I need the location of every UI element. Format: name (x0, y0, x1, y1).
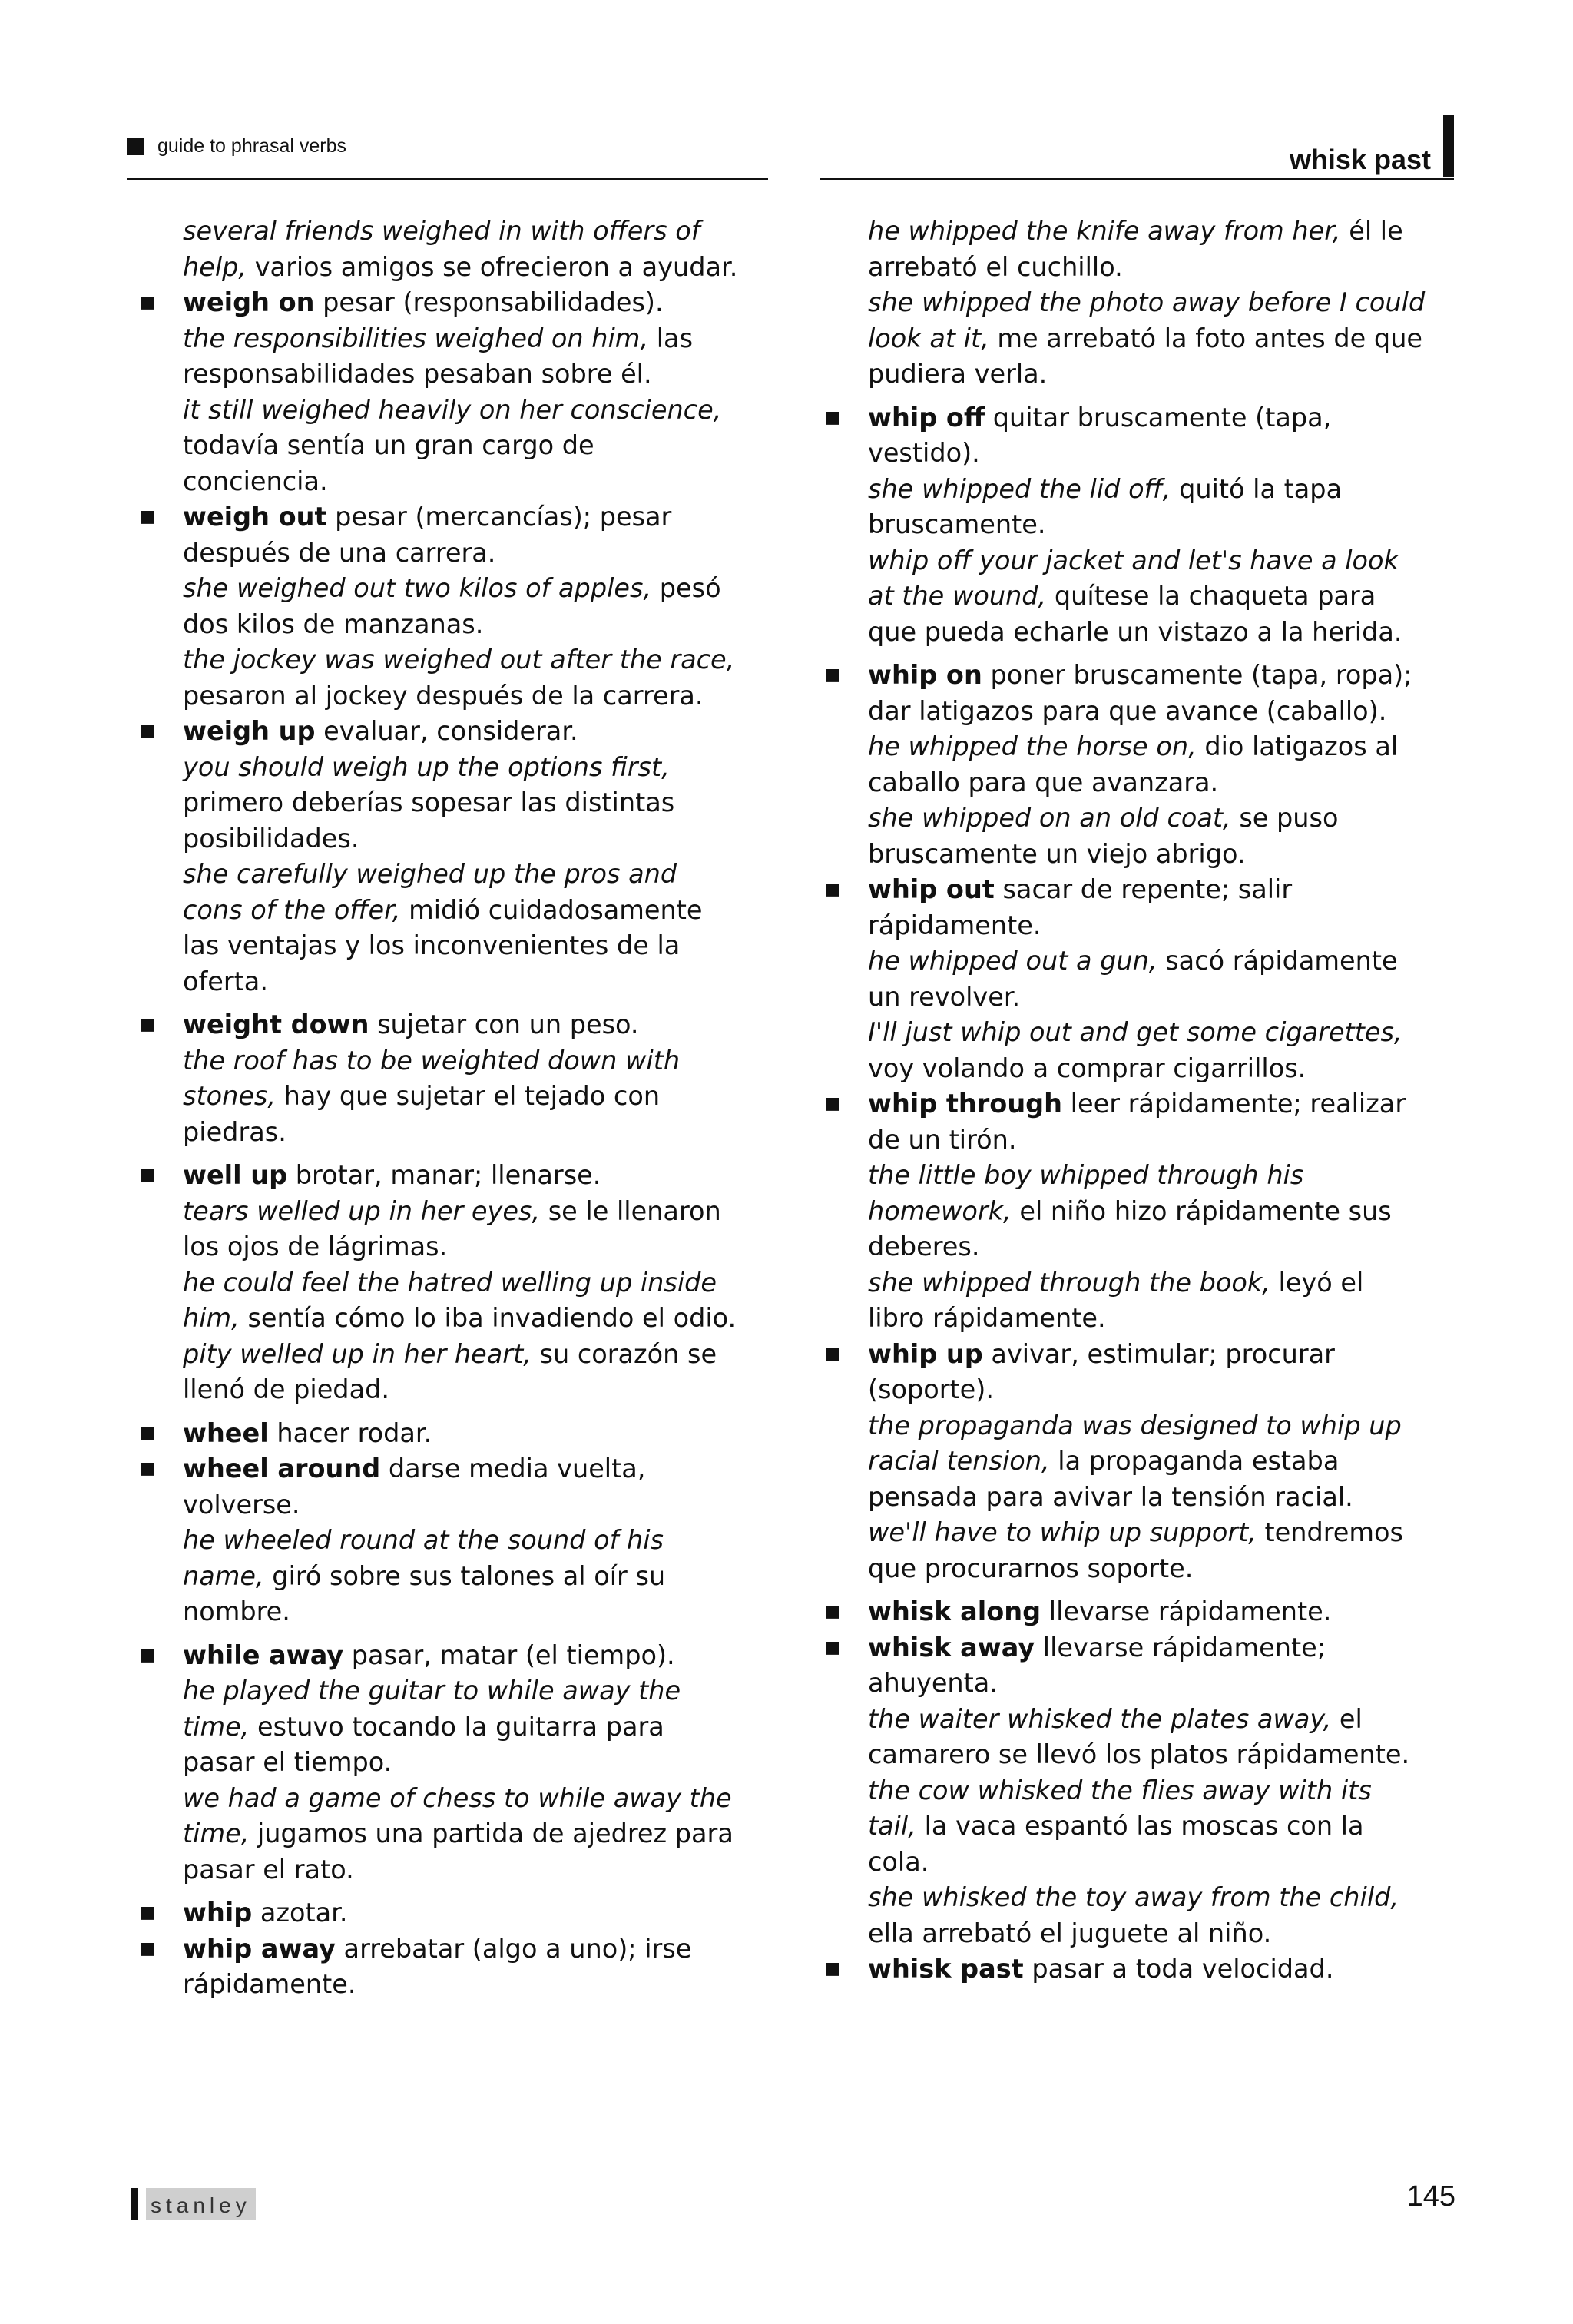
dictionary-entry (127, 1007, 742, 1150)
definition: evaluar, considerar. (315, 716, 578, 746)
header-section-title: guide to phrasal verbs (157, 135, 346, 157)
bullet-icon: ■ (140, 1938, 156, 1958)
example-sentence: whip off your jacket and let's have a look at the wound, quítese la chaqueta para que pueda echarle un vistazo a la herida. (868, 545, 1402, 647)
bullet-icon: ■ (140, 1645, 156, 1665)
bullet-icon: ■ (140, 1423, 156, 1443)
example-sentence: I'll just whip out and get some cigarettes, voy volando a comprar cigarrillos. (868, 1017, 1402, 1083)
running-header-left (127, 135, 346, 157)
example-sentence: the propaganda was designed to whip up racial tension, la propaganda estaba pensada para avivar la tensión racial. (868, 1410, 1402, 1512)
headword: weigh out (183, 502, 327, 532)
dictionary-entry (127, 714, 742, 1000)
definition: poner bruscamente (tapa, ropa); dar latigazos para que avance (caballo). (868, 660, 1412, 726)
headword: whisk past (868, 1954, 1024, 1984)
dictionary-entry (813, 1630, 1427, 1952)
headword: whip out (868, 874, 995, 904)
example-sentence: the jockey was weighed out after the race, pesaron al jockey después de la carrera. (183, 645, 735, 711)
dictionary-entry (127, 1158, 742, 1408)
definition: pasar a toda velocidad. (1023, 1954, 1334, 1984)
left-column (127, 214, 742, 2003)
example-sentence: she whipped through the book, leyó el libro rápidamente. (868, 1267, 1364, 1333)
example-sentence: pity welled up in her heart, su corazón se llenó de piedad. (183, 1338, 717, 1404)
dictionary-entry (813, 1086, 1427, 1337)
definition: brotar, manar; llenarse. (287, 1160, 601, 1190)
example-sentence: she whipped the photo away before I could look at it, me arrebató la foto antes de que pudiera verla. (868, 287, 1426, 389)
header-guide-word: whisk past (1289, 144, 1431, 175)
definition: sacar de repente; salir rápidamente. (868, 874, 1293, 940)
example-sentence: he whipped out a gun, sacó rápidamente un revolver. (868, 946, 1398, 1012)
bullet-icon: ■ (140, 1015, 156, 1034)
definition: hacer rodar. (268, 1417, 432, 1448)
headword: wheel (183, 1417, 269, 1448)
dictionary-entry (813, 400, 1427, 651)
bullet-icon: ■ (825, 1959, 841, 1978)
dictionary-entry (813, 1951, 1427, 1988)
definition: llevarse rápidamente. (1041, 1596, 1332, 1626)
bullet-icon: ■ (140, 1903, 156, 1922)
headword: weigh up (183, 716, 316, 746)
dictionary-entry (813, 658, 1427, 872)
bullet-icon: ■ (140, 1459, 156, 1478)
footer-bar-icon (131, 2188, 138, 2220)
continued-entry (127, 214, 742, 285)
example-sentence: he could feel the hatred welling up inside him, sentía cómo lo iba invadiendo el odio. (183, 1267, 737, 1333)
running-header-right (1290, 129, 1454, 191)
definition: leer rápidamente; realizar de un tirón. (868, 1089, 1406, 1155)
dictionary-entry (127, 1416, 742, 1452)
definition: avivar, estimular; procurar (soporte). (868, 1338, 1335, 1404)
example-sentence: it still weighed heavily on her conscience, todavía sentía un gran cargo de conciencia. (183, 394, 722, 496)
header-rule-right (820, 178, 1454, 180)
headword: whip (183, 1898, 253, 1928)
definition: quitar bruscamente (tapa, vestido). (868, 402, 1332, 468)
example-sentence: she whipped on an old coat, se puso bruscamente un viejo abrigo. (868, 803, 1339, 869)
definition: azotar. (252, 1898, 348, 1928)
publisher-footer (131, 2188, 256, 2220)
dictionary-entry (127, 1895, 742, 1931)
bullet-icon: ■ (140, 293, 156, 312)
dictionary-entry (127, 1931, 742, 2003)
bullet-icon: ■ (825, 407, 841, 427)
example-sentence: you should weigh up the options first, primero deberías sopesar las distintas posibilidades. (183, 751, 675, 854)
example-sentence: the responsibilities weighed on him, las responsabilidades pesaban sobre él. (183, 323, 694, 389)
page-number: 145 (1406, 2180, 1455, 2213)
headword: wheel around (183, 1454, 381, 1484)
definition: pesar (responsabilidades). (314, 287, 664, 317)
right-column (813, 214, 1427, 1988)
dictionary-entry (813, 1337, 1427, 1587)
headword: weight down (183, 1009, 369, 1039)
publisher-logo: stanley (146, 2188, 256, 2220)
definition: pasar, matar (el tiempo). (343, 1639, 675, 1670)
headword: whisk along (868, 1596, 1041, 1626)
example-sentence: the waiter whisked the plates away, el camarero se llevó los platos rápidamente. (868, 1703, 1410, 1769)
example-sentence: he whipped the horse on, dio latigazos al caballo para que avanzara. (868, 731, 1399, 797)
bullet-icon: ■ (825, 1602, 841, 1621)
dictionary-entry (813, 1594, 1427, 1630)
example-sentence: she whipped the lid off, quitó la tapa bruscamente. (868, 473, 1343, 539)
bullet-icon: ■ (825, 1094, 841, 1113)
example-sentence: the roof has to be weighted down with stones, hay que sujetar el tejado con piedras. (183, 1045, 681, 1147)
definition: llevarse rápidamente; ahuyenta. (868, 1632, 1326, 1698)
definition: pesar (mercancías); pesar después de una carrera. (183, 502, 672, 568)
definition: arrebatar (algo a uno); irse rápidamente. (183, 1933, 692, 1999)
definition: darse media vuelta, volverse. (183, 1454, 646, 1520)
header-bar-icon (1443, 115, 1454, 177)
bullet-icon: ■ (825, 1344, 841, 1364)
headword: whip on (868, 660, 982, 690)
headword: while away (183, 1639, 344, 1670)
example-sentence: she carefully weighed up the pros and cons of the offer, midió cuidadosamente las ventajas y los inconvenientes de la oferta. (183, 859, 703, 996)
example-sentence: he whipped the knife away from her, él le arrebató el cuchillo. (868, 216, 1403, 282)
bullet-icon: ■ (140, 1165, 156, 1185)
example-sentence: he wheeled round at the sound of his name, giró sobre sus talones al oír su nombre. (183, 1525, 666, 1626)
dictionary-entry (813, 872, 1427, 1086)
bullet-icon: ■ (825, 665, 841, 685)
headword: whisk away (868, 1632, 1035, 1663)
example-sentence: we'll have to whip up support, tendremos que procurarnos soporte. (868, 1517, 1403, 1583)
headword: whip off (868, 402, 985, 433)
example-sentence: the cow whisked the flies away with its tail, la vaca espantó las moscas con la cola. (868, 1775, 1372, 1877)
dictionary-entry (127, 1638, 742, 1888)
example-sentence: the little boy whipped through his homework, el niño hizo rápidamente sus deberes. (868, 1160, 1392, 1261)
headword: whip up (868, 1338, 983, 1369)
example-sentence: several friends weighed in with offers of help, varios amigos se ofrecieron a ayudar. (183, 216, 738, 282)
headword: whip away (183, 1933, 336, 1964)
example-sentence: he played the guitar to while away the time, estuvo tocando la guitarra para pasar el tiempo. (183, 1676, 681, 1777)
continued-entry (813, 214, 1427, 393)
headword: well up (183, 1160, 288, 1190)
example-sentence: tears welled up in her eyes, se le llenaron los ojos de lágrimas. (183, 1195, 721, 1261)
example-sentence: she whisked the toy away from the child, ella arrebató el juguete al niño. (868, 1882, 1399, 1948)
dictionary-entry (127, 1451, 742, 1630)
bullet-icon: ■ (825, 880, 841, 899)
bullet-icon: ■ (825, 1637, 841, 1657)
definition: sujetar con un peso. (369, 1009, 639, 1039)
bullet-icon: ■ (140, 721, 156, 741)
header-square-icon (127, 138, 144, 155)
example-sentence: we had a game of chess to while away the time, jugamos una partida de ajedrez para pasar el rato. (183, 1782, 734, 1885)
header-rule-left (127, 178, 768, 180)
headword: weigh on (183, 287, 315, 317)
headword: whip through (868, 1089, 1063, 1119)
dictionary-entry (127, 285, 742, 499)
example-sentence: she weighed out two kilos of apples, pesó dos kilos de manzanas. (183, 573, 721, 639)
bullet-icon: ■ (140, 507, 156, 526)
dictionary-entry (127, 499, 742, 714)
